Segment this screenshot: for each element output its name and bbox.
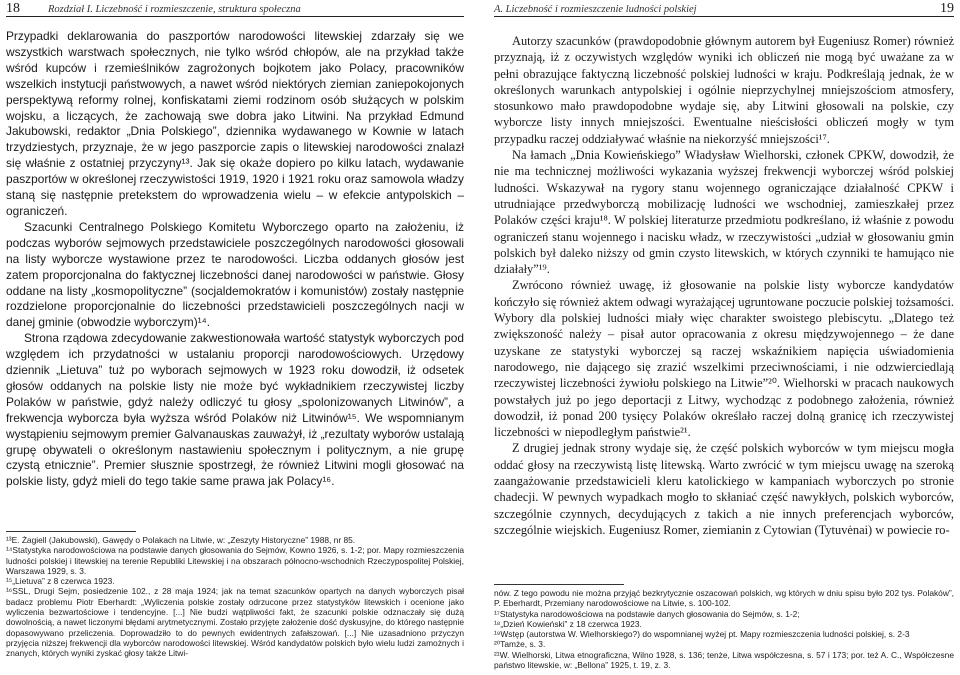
right-running-head [494,1,954,17]
footnote-17: ¹⁷Statystyka narodowościowa na podstawie danych głosowania do Sejmów, s. 1-2; [494,608,800,619]
footnote-16: ¹⁶SSL, Drugi Sejm, posiedzenie 102., z 28 maja 1924; jak na temat szacunków opartych na danych wyborczych pisał badacz problemu Piotr Eberhardt: „Wyliczenia polskie zostały odrzucone przez statystyków litewskich i ocenione jako wyliczenia bezwartościowe i tendencyjne. [...] Nie budzi wątpliwości fakt, że szacunki polskie odznaczały się dużą dowolnością, a nawet liczonymi błędami arytmetycznymi. Zostało przyjęte założenie dość dyskusyjne, do którego następnie dopasowywano przeliczenia. Doprowadziło to do pewnych ewidentnych zafałszowań. [...] Nie uzasadniono przyczyn przyjęcia niższej frekwencji dla wyborców narodowości litewskiej. Wśród kandydatów polskich było wielu ludzi zamożnych i znanych, których wyniki zyskać głosy także Litwi- [6,586,464,659]
right-page [482,0,960,675]
footnote-14: ¹⁴Statystyka narodowościowa na podstawie danych głosowania do Sejmów, Kowno 1926, s. 1-2; por. Mapy rozmieszczenia ludności polskiej i litewskiej na terenie Republiki Litewskiej i na obszarach północno-wschodnich Rzeczypospolitej Polskiej, Warszawa 1929, s. 3. [6,545,464,576]
left-running-head [6,1,464,17]
right-paragraph-1: Autorzy szacunków (prawdopodobnie głównym autorem był Eugeniusz Romer) również przyznają, iż z oczywistych względów wyniki ich obliczeń nie mogą być uważane za w pełni obrazujące faktyczną liczebność polskiej ludności w kraju. Podkreślają jednak, że w określonych warunkach antypolskiej i ogólnie nieprzychylnej mniejszościom atmosfery, stosunkowo mało prawdopodobne wydaje się, aby Litwini głosowali na polskie, czy wyborcze listy innych mniejszości. Ewentualne nieścisłości obliczeń mogły w tym przypadku raczej oddziaływać właśnie na niekorzyść mniejszości¹⁷. [494,34,954,146]
left-body-text [6,29,464,490]
right-footnotes [494,576,954,670]
left-page [0,0,478,675]
left-paragraph-3: Strona rządowa zdecydowanie zakwestionowała wartość statystyk wyborczych pod względem ich przydatności w ustalaniu proporcji narodowościowych. Urzędowy dziennik „Lietuva” tuż po wyborach sejmowych w 1923 roku dowodził, iż odsetek głosów oddanych na polskie listy nie może być wykładnikiem rzeczywistej liczby Polaków w państwie, gdyż należy odliczyć tu głosy „spolonizowanych Litwinów”, a frekwencja wyborcza była wyższa wśród Polaków niż Litwinów¹⁵. We wspomnianym wystąpieniu sejmowym premier Galvanauskas zauważył, iż „rezultaty wyborów ustalają grupę obywateli o określonym nastawieniu społecznym i politycznym, a nie grupę czystą etnicznie”. Premier słusznie spostrzegł, że również Litwini mogli głosować na polskie listy, gdyż mieli do tego takie same prawa jak Polacy¹⁶. [6,331,464,489]
right-footnote-rule [494,584,624,585]
footnote-19: ¹⁹Wstęp (autorstwa W. Wielhorskiego?) do wspomnianej wyżej pt. Mapy rozmieszczenia ludności polskiej, s. 2-3 [494,629,910,640]
footnote-15: ¹⁵„Lietuva” z 8 czerwca 1923. [6,576,115,587]
left-paragraph-2: Szacunki Centralnego Polskiego Komitetu Wyborczego oparto na założeniu, iż podczas wyborów sejmowych przedstawiciele poszczególnych narodowości głosowali na listy wyborcze wystawione przez te narodowości. Liczba oddanych głosów jest zatem proporcjonalna do faktycznej liczebności danej narodowości w państwie. Głosy oddane na listy „kosmopolityczne” (socjaldemokratów i komunistów) zostały następnie rozdzielone proporcjonalnie do liczebności przedstawicieli poszczególnych nacji w danej gminie (obwodzie wyborczym)¹⁴. [6,219,464,330]
right-paragraph-3: Zwrócono również uwagę, iż głosowanie na polskie listy wyborcze kandydatów kończyło się również aktem odwagi wyrażającej ugruntowane poczucie polskiej tożsamości. Wybory dla polskiej ludności miały więc charakter swoistego plebiscytu. „Dlatego też zwiększoność należy – pisał autor opracowania z okresu międzywojennego – że dane uzyskane ze statystyki wyborczej są raczej wskaźnikiem napięcia uświadomienia narodowego, nie dającego się zrazić wszelkimi przeciwnościami, i nie odzwierciedlają rzeczywistej liczebności żywiołu polskiego na Litwie”²⁰. Wielhorski w pracach naukowych powstałych już po jego deportacji z Litwy, wychodząc z podobnego założenia, również dowodził, iż ponad 200 tysięcy Polaków określało raczej dolną granicę ich rzeczywistej liczebności w niepodległym państwie²¹. [494,278,954,440]
right-paragraph-2: Na łamach „Dnia Kowieńskiego” Władysław Wielhorski, członek CPKW, dowodził, że nie ma technicznej możliwości wykazania wyższej frekwencji wyborczej wśród polskiej ludności. Wskazywał na rygory stanu wojennego ograniczające działalność CPKW i utrudniające przedwyborczą mobilizację ludności we wschodniej, zamieszkałej przez Polaków części kraju¹⁸. W polskiej literaturze przedmiotu podkreślano, iż właśnie z powodu ograniczeń stanu wojennego i nacisku władz, w rzeczywistości „udział w głosowaniu gmin polskich był daleko niższy od gmin czysto litewskich, w których czynniki te hamująco nie działały”¹⁹. [494,148,954,277]
left-footnotes [6,523,464,659]
right-body-text [494,33,954,538]
left-running-title: Rozdział I. Liczebność i rozmieszczenie, struktura społeczna [48,4,301,15]
right-page-number: 19 [940,1,954,16]
right-running-title: A. Liczebność i rozmieszczenie ludności polskiej [494,4,697,15]
left-page-number: 18 [6,1,20,16]
footnote-20: ²⁰Tamże, s. 3. [494,639,546,650]
left-paragraph-1: Przypadki deklarowania do paszportów narodowości litewskiej zdarzały się we wszystkich warstwach społecznych, nie tylko wśród chłopów, ale na przykład także wśród kupców i rzemieślników zagrożonych bojkotem jako Polacy, pracowników wszelkich instytucji państwowych, a nawet wśród niektórych ziemian zaniepokojonych perspektywą reformy rolnej, konfiskatami ziemi rodzinom osób służących w polskim wojsku, a liczących, że zachowają swe dobra jako Litwini. Na przykład Edmund Jakubowski, redaktor „Dnia Polskiego”, dziennika wydawanego w Kownie w latach trzydziestych, przyznaje, że w jego paszporcie zapis o litewskiej narodowości znalazł się właśnie z ostatniej przyczyny¹³. Jak się okaże dopiero po kilku latach, wydawanie paszportów w określonej rzeczywistości 1919, 1920 i 1921 roku oraz samowola władzy staną się następnie pretekstem do wprowadzenia wielu – w efekcie antypolskich – ograniczeń. [6,29,464,218]
footnote-18: ¹⁸„Dzień Kowieński” z 18 czerwca 1923. [494,618,642,629]
footnote-21: ²¹W. Wielhorski, Litwa etnograficzna, Wilno 1928, s. 136; tenże, Litwa współczesna, s. 57 i 173; por. też A. C., Współczesne państwo litewskie, w: „Bellona” 1925, t. 19, z. 3. [494,649,954,671]
left-footnote-rule [6,531,136,532]
right-paragraph-4: Z drugiej jednak strony wydaje się, że część polskich wyborców w tym miejscu mogła oddać głosy na rzeczywistą listę litewską. Warto zwrócić w tym miejscu uwagę na szeroką zaangażowanie przedstawicieli kleru katolickiego w kampaniach wyborczych po stronie chadecji. W pewnych wypadkach mogło to skłaniać część nawykłych, polskich wyborców, szczególnie czynnych, decydujących z takich a nie innych preferencjach wyborców, szczególnie wiejskich. Eugeniusz Romer, ziemianin z Cytowian (Tytuvėnai) w powiecie ro- [494,441,954,537]
footnote-16-continued: nów. Z tego powodu nie można przyjąć bezkrytycznie oszacowań polskich, wg których w dniu spisu było 202 tys. Polaków”, P. Eberhardt, Przemiany narodowościowe na Litwie, s. 100-102. [494,588,954,609]
footnote-13: ¹³E. Żagiell (Jakubowski), Gawędy o Polakach na Litwie, w: „Zeszyty Historyczne” 1988, nr 85. [6,535,356,545]
